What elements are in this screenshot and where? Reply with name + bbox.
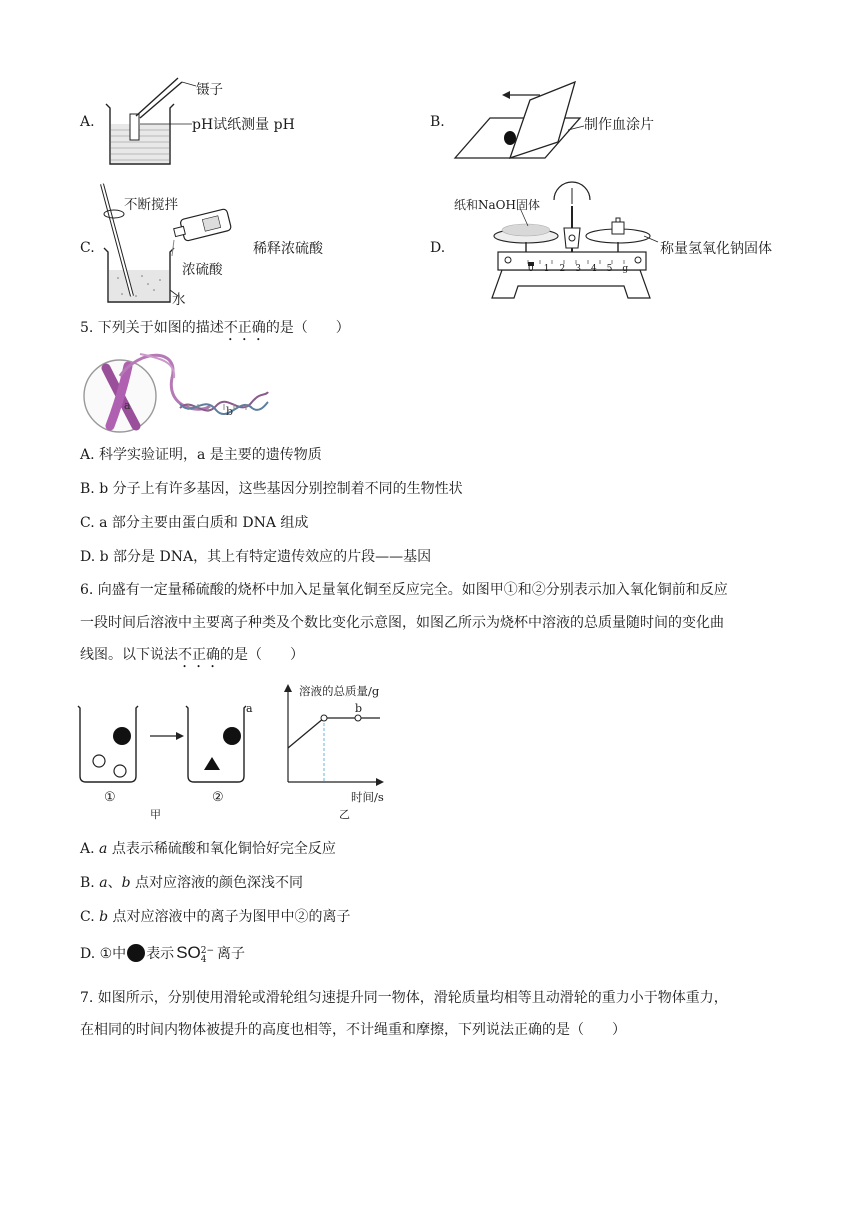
option-c-letter: C.: [80, 240, 95, 256]
q6-line3-post: 的是（ ）: [220, 647, 304, 663]
graph-point-a-label: a: [246, 702, 253, 715]
option-d-letter: D.: [430, 240, 446, 256]
q5-option-d: D. b 部分是 DNA，其上有特定遗传效应的片段——基因: [80, 549, 432, 565]
q6-option-c: [80, 907, 351, 927]
scale-num-5: 5g: [606, 264, 639, 274]
q6-opt-d-sub: 4: [200, 955, 207, 965]
q6-opt-a-post: 点表示稀硫酸和氧化铜恰好完全反应: [107, 841, 336, 857]
scale-num-2: 2: [559, 264, 576, 274]
fig-label-a: a: [124, 399, 131, 412]
q6-opt-b-pre: B.: [80, 875, 100, 891]
option-b-letter: B.: [430, 114, 445, 130]
black-circle-icon: [127, 944, 145, 962]
scale-num-4: 4: [590, 264, 607, 274]
q6-opt-d-mid: 表示: [146, 946, 175, 962]
q6-opt-b-mid: 、: [107, 875, 122, 891]
figure-jia-label: 甲: [150, 808, 161, 821]
q5-option-b: B. b 分子上有许多基因，这些基因分别控制着不同的生物性状: [80, 481, 463, 497]
q6-option-d: [80, 943, 245, 965]
fig-label-b: b: [226, 405, 234, 418]
scale-num-3: 3: [575, 264, 591, 274]
q6-opt-c-post: 点对应溶液中的离子为图甲中②的离子: [108, 909, 351, 925]
stir-label: 不断搅拌: [124, 197, 178, 213]
q6-opt-b-var2: b: [121, 875, 131, 891]
q5-stem-pre: 5. 下列关于如图的描述: [80, 320, 224, 336]
q5-option-a: A. 科学实验证明，a 是主要的遗传物质: [80, 447, 322, 463]
conc-acid-label: 浓硫酸: [182, 262, 223, 278]
blood-smear-label: 制作血涂片: [584, 117, 654, 133]
q6-opt-a-pre: A.: [80, 841, 100, 857]
paper-naoh-label: 纸和NaOH固体: [454, 198, 540, 212]
q6-line3-emph: 不正确: [178, 647, 220, 663]
beaker-1-label: ①: [104, 790, 116, 805]
tweezers-label: 镊子: [196, 82, 223, 98]
q6-opt-b-var1: a: [99, 875, 108, 891]
q6-line-2: 一段时间后溶液中主要离子种类及个数比变化示意图，如图乙所示为烧杯中溶液的总质量随时间的变化曲: [80, 615, 724, 631]
q6-opt-b-post: 点对应溶液的颜色深浅不同: [130, 875, 303, 891]
q6-line-3: [80, 645, 304, 671]
ph-paper-label: pH试纸测量 pH: [192, 117, 295, 133]
option-a-letter: A.: [80, 114, 95, 130]
graph-x-label: 时间/s: [351, 790, 384, 804]
q6-line-1: 6. 向盛有一定量稀硫酸的烧杯中加入足量氧化铜至反应完全。如图甲①和②分别表示加入氧化铜前和反应: [80, 582, 728, 598]
scale-num-1: 1: [543, 264, 560, 274]
figure-yi-label: 乙: [339, 808, 350, 821]
q6-opt-c-pre: C.: [80, 909, 100, 925]
q6-line3-pre: 线图。以下说法: [80, 647, 178, 663]
chromosome-dna-figure: [80, 348, 270, 434]
q6-opt-c-var: b: [99, 909, 109, 925]
q6-option-b: [80, 873, 303, 893]
scale-num-0: 0: [528, 264, 544, 274]
q6-opt-d-ion: SO: [176, 943, 201, 962]
graph-point-b-label: b: [355, 702, 363, 715]
dilute-acid-label: 稀释浓硫酸: [253, 241, 323, 257]
q6-opt-d-post: 离子: [217, 946, 246, 962]
weigh-naoh-label: 称量氢氧化钠固体: [660, 241, 772, 257]
beaker-2-label: ②: [212, 790, 224, 805]
q5-stem-post: 的是（ ）: [265, 320, 350, 336]
q7-line-1: 7. 如图所示，分别使用滑轮或滑轮组匀速提升同一物体，滑轮质量均相等且动滑轮的重力小于物体重力，: [80, 990, 728, 1006]
water-label: 水: [172, 292, 186, 308]
q6-opt-a-var: a: [99, 841, 108, 857]
q7-line-2: 在相同的时间内物体被提升的高度也相等，不计绳重和摩擦，下列说法正确的是（ ）: [80, 1022, 626, 1038]
graph-y-label: 溶液的总质量/g: [299, 684, 380, 698]
q6-option-a: [80, 839, 336, 859]
q5-stem-emph: 不正确: [223, 320, 266, 336]
q5-stem: [80, 318, 350, 344]
q5-option-c: C. a 部分主要由蛋白质和 DNA 组成: [80, 515, 309, 531]
blood-smear-illustration: [450, 80, 590, 165]
q6-opt-d-sup: 2−: [200, 946, 215, 956]
q6-opt-d-pre: D. ①中: [80, 946, 127, 962]
